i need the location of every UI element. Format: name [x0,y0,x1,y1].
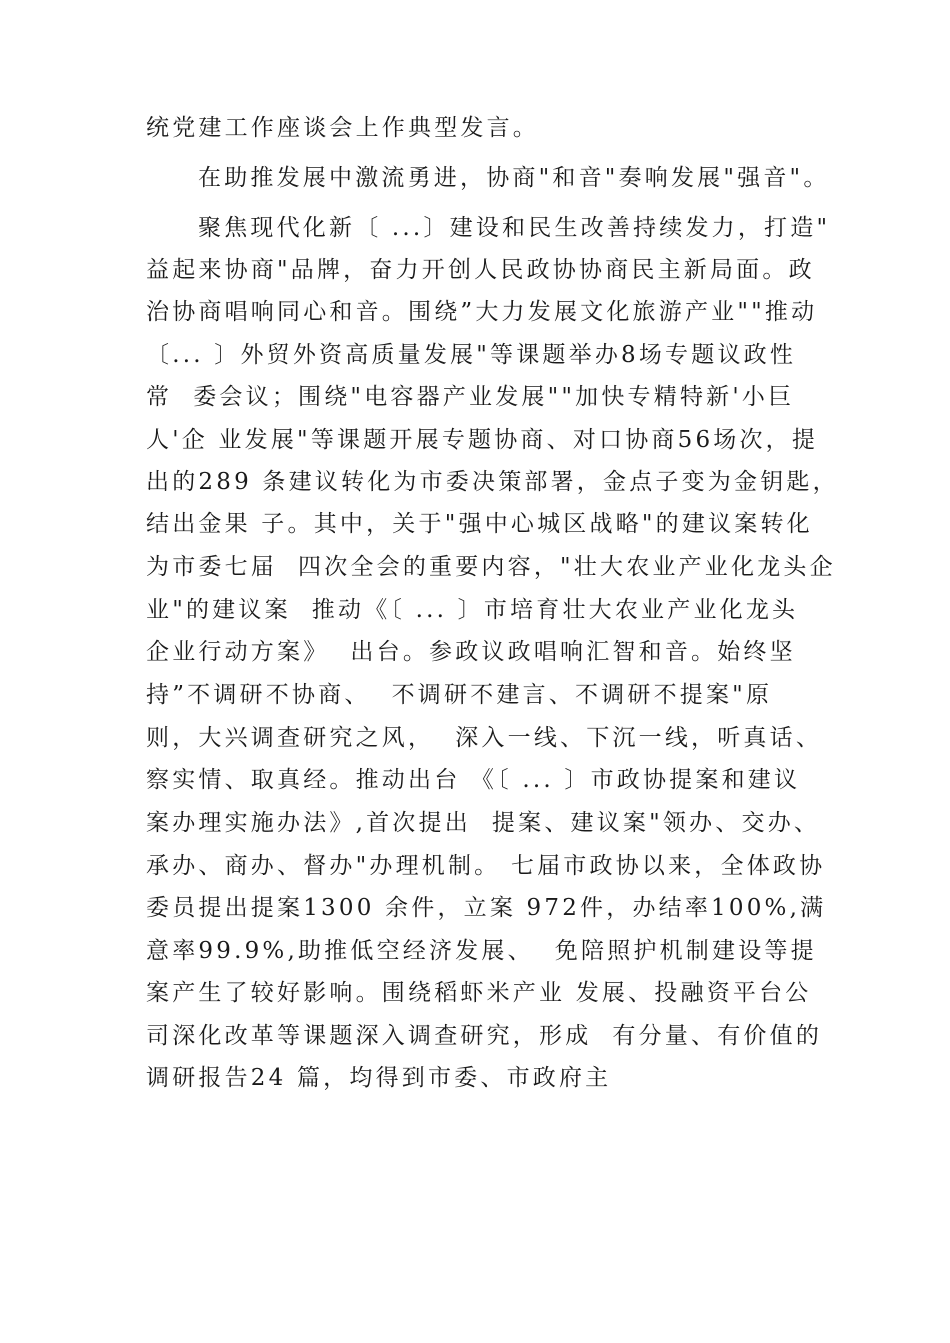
text-line: 持”不调研不协商、 不调研不建言、不调研不提案"原 [146,682,773,708]
text-line: 人'企 业发展"等课题开展专题协商、对口协商56场次，提 [146,427,819,453]
text-line: 案产生了较好影响。围绕稻虾米产业 发展、投融资平台公 [146,980,812,1006]
text-line: 意率99.9%,助推低空经济发展、 免陪照护机制建设等提 [146,938,817,964]
text-line: 治协商唱响同心和音。围绕”大力发展文化旅游产业""推动 [146,299,818,325]
text-line: 承办、商办、督办"办理机制。 七届市政协以来，全体政协 [146,853,826,879]
text-line: 常 委会议；围绕"电容器产业发展""加快专精特新'小巨 [146,384,795,410]
text-line: 业"的建议案 推动《〔 ... 〕市培育壮大农业产业化龙头 [146,597,799,623]
text-line: 出的289 条建议转化为市委决策部署，金点子变为金钥匙， [146,469,839,495]
text-line: 案办理实施办法》,首次提出 提案、建议案"领办、交办、 [146,810,821,836]
text-line: 调研报告24 篇，均得到市委、市政府主 [146,1065,612,1091]
text-line: 〔... 〕外贸外资高质量发展"等课题举办8场专题议政性 [146,342,797,368]
text-line: 企业行动方案》 出台。参政议政唱响汇智和音。始终坚 [146,639,796,665]
text-line: 益起来协商"品牌，奋力开创人民政协协商民主新局面。政 [146,257,815,283]
text-line: 统党建工作座谈会上作典型发言。 [146,115,539,141]
text-line: 结出金果 子。其中，关于"强中心城区战略"的建议案转化 [146,511,813,537]
text-line: 察实情、取真经。推动出台 《〔 ... 〕市政协提案和建议 [146,767,801,793]
text-line: 则，大兴调查研究之风， 深入一线、下沉一线，听真话、 [146,725,823,751]
text-line: 为市委七届 四次全会的重要内容，"壮大农业产业化龙头企 [146,554,836,580]
text-line: 委员提出提案1300 余件，立案 972件，办结率100%,满 [146,895,827,921]
text-line: 聚焦现代化新〔 ...〕建设和民生改善持续发力，打造" [198,215,831,241]
paragraph-heading: 在助推发展中激流勇进，协商"和音"奏响发展"强音"。 [198,165,830,191]
text-line: 司深化改革等课题深入调查研究，形成 有分量、有价值的 [146,1023,823,1049]
